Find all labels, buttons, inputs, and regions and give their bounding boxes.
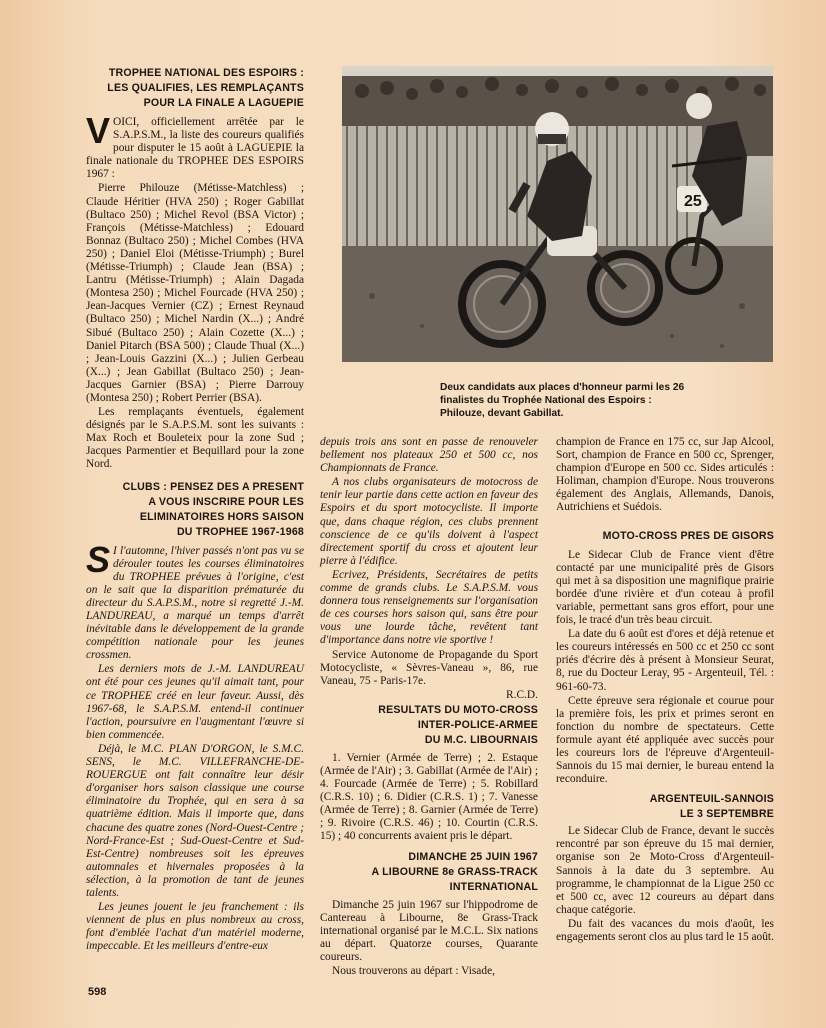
section-resultats — [320, 703, 538, 844]
paragraph — [86, 110, 304, 181]
section-trophee-qualifies — [86, 66, 304, 472]
paragraph: champion de France en 175 cc, sur Jap Alcool, Sort, champion de France en 500 cc, Sprenger, champion d'Europe en 500 cc. Sides articulés : Holiman, champion d'Europe. Nous trouverons également des Anglais, Allemands, Danois, Autrichiens et Suédois. — [556, 436, 774, 514]
paragraph: Déjà, le M.C. PLAN D'ORGON, le S.M.C. SENS, le M.C. VILLEFRANCHE-DE-ROUERGUE ont fait connaître leur désir d'organiser hors saison classique une course éliminatoire du Trophée, qui en sera à sa quatrième édition. Mais il importe que, dans chacune des quatre zones (Nord-Ouest-Centre ; Nord-France-Est ; Sud-Ouest-Centre et Sud-Est-Centre) nombreuses soit les épreuves automnales et hivernales proposées à la sélection, à la promotion de tant de jeunes talents. — [86, 742, 304, 899]
paragraph: Pierre Philouze (Métisse-Matchless) ; Claude Héritier (HVA 250) ; Roger Gabillat (Bultaco 250) ; Michel Revol (BSA Victor) ; François (Métisse-Matchless) ; Edouard Bonnaz (Bultaco 250) ; Michel Combes (HVA 250) ; Daniel Eloi (Métisse-Triumph) ; Burel (Métisse-Triumph) ; Claude Jean (BSA) ; Lantru (Métisse-Triumph) ; Alain Dagada (Montesa 250) ; Michel Fourcade (HVA 250) ; Jean-Jacques Vernier (CZ) ; Ernest Reynaud (Bultaco 250) ; Michel Nardin (X...) ; André Sibué (Bultaco 250) ; Alain Cozette (X...) ; Daniel Pitarch (BSA 500) ; Claude Thual (X...) ; Jean-Louis Gazzini (X...) ; Julien Gerbeau (X...) ; Jean Gabillat (Bultaco 250) ; Jean-Jacques Garnier (BSA) ; Pierre Darrouy (Montesa 250) ; Robert Perrier (BSA). — [86, 182, 304, 404]
paragraph-text: I l'automne, l'hiver passés n'ont pas vu se dérouler toutes les courses éliminatoires du TROPHEE prévues à l'origine, c'est on le sait que la disparition prématurée du directeur du S.A.P.S.M., notre si regretté J.-M. LANDUREAU, a marqué un temps d'arrêt inévitable dans le développement de la grande compétition nationale pour les jeunes crossmen. — [86, 544, 304, 662]
headline-line: LES QUALIFIES, LES REMPLAÇANTS — [107, 82, 304, 94]
headline-line: A VOUS INSCRIRE POUR LES — [148, 495, 304, 508]
paragraph: Dimanche 25 juin 1967 sur l'hippodrome de Cantereau à Libourne, 8e Grass-Track international organisé par le M.C.L. Six nations au départ. Quatorze courses, Quarante coureurs. — [320, 898, 538, 963]
motocross-photo — [342, 66, 773, 362]
headline-line: RESULTATS DU MOTO-CROSS — [378, 703, 538, 716]
headline-line: CLUBS : PENSEZ DES A PRESENT — [122, 480, 304, 493]
paragraph: depuis trois ans sont en passe de renouveler bellement nos plateaux 250 et 500 cc, nos Championnats de France. — [320, 436, 538, 475]
paragraph — [86, 538, 304, 663]
paragraph: 1. Vernier (Armée de Terre) ; 2. Estaque (Armée de l'Air) ; 3. Gabillat (Armée de l'Air) ; 4. Fourcade (Armée de Terre) ; 5. Robillard (C.R.S. 10) ; 6. Didier (C.R.S. 1) ; 7. Vanesse (Armée de Terre) ; 8. Garnier (Armée de Terre) ; 9. Rivoire (C.R.S. 46) ; 10. Courtin (C.R.S. 15) ; 40 concurrents avaient pris le départ. — [320, 751, 538, 843]
headline-line: DIMANCHE 25 JUIN 1967 — [408, 850, 538, 863]
page-number: 598 — [88, 986, 107, 998]
middle-column — [320, 436, 538, 979]
headline-line: MOTO-CROSS PRES DE GISORS — [602, 529, 774, 542]
paragraph-text: OICI, officiellement arrêtée par le S.A.P.S.M., la liste des coureurs qualifiés pour disputer le 15 août à LAGUEPIE la finale nationale du TROPHEE DES ESPOIRS 1967 : — [86, 116, 304, 181]
paragraph: Les derniers mots de J.-M. LANDUREAU ont été pour ces jeunes qu'il aimait tant, pour ce TROPHEE créé en leur faveur. Aussi, dès 1967-68, le S.A.P.S.M. entend-il continuer l'action, poursuivre en l'augmentant l'œuvre si bien commencée. — [86, 663, 304, 741]
headline-line: TROPHEE NATIONAL DES ESPOIRS : — [108, 67, 304, 79]
drop-cap: S — [86, 538, 111, 580]
section-clubs — [86, 480, 304, 954]
photo-caption: Deux candidats aux places d'honneur parmi les 26 finalistes du Trophée National des Espoirs : Philouze, devant Gabillat. — [440, 382, 685, 420]
paragraph: Du fait des vacances du mois d'août, les engagements seront clos au plus tard le 15 août. — [556, 917, 774, 943]
headline-line: DU M.C. LIBOURNAIS — [424, 733, 538, 746]
paragraph: Nous trouverons au départ : Visade, — [332, 965, 495, 977]
paragraph: Les remplaçants éventuels, également désignés par le S.A.P.S.M. sont les suivants : Max Roch et Bouleteix pour la zone Sud ; Jacques Parmentier et Bequillard pour la zone Nord. — [86, 406, 304, 471]
number-plate-text: 25 — [684, 193, 702, 210]
headline-line: POUR LA FINALE A LAGUEPIE — [143, 97, 304, 109]
headline-line: A LIBOURNE 8e GRASS-TRACK — [371, 865, 538, 878]
paragraph: A nos clubs organisateurs de motocross de tenir leur partie dans cette action en faveur des Espoirs et du sport motocycliste. Il importe que, dans chaque région, ces clubs prennent conscience de ce qu'ils doivent à l'aspect directement sportif du cross et ajoutent leur pierre à l'édifice. — [320, 476, 538, 567]
paragraph: Le Sidecar Club de France, devant le succès rencontré par son épreuve du 15 mai dernier, organise son 2e Moto-Cross d'Argenteuil-Sannois à la date du 3 septembre. Au programme, le championnat de la Ligue 250 cc et 500 cc, avec 12 coureurs au départ dans chaque catégorie. — [556, 825, 774, 916]
section-libourne — [320, 850, 538, 979]
motocross-photo-illustration — [342, 66, 773, 362]
paragraph: Ecrivez, Présidents, Secrétaires de petits comme de grands clubs. Le S.A.P.S.M. vous donnera tous renseignements sur l'organisation de ces courses hors saison qui, sans être pour vous une lourde tâche, revêtent tant d'importance dans notre vie sportive ! — [320, 568, 538, 647]
right-column — [556, 436, 774, 945]
left-column — [86, 66, 304, 954]
drop-cap: V — [86, 110, 111, 151]
paragraph: Les jeunes jouent le jeu franchement : ils viennent de plus en plus nombreux au cross, font d'emblée l'achat d'un matériel moderne, impeccable. Et les meilleurs d'entre-eux — [86, 901, 304, 953]
paragraph: Cette épreuve sera régionale et courue pour la première fois, les prix et primes seront en fonction du nombre de spectateurs. Cette formule ayant été appliquée avec succès pour les coureurs lors de l'épreuve d'Argenteuil-Sannois du 15 mai dernier, le bureau entend la reconduire. — [556, 694, 774, 786]
headline-line: DU TROPHEE 1967-1968 — [176, 525, 304, 538]
paragraph: Le Sidecar Club de France vient d'être contacté par une municipalité près de Gisors qui met à sa disposition une magnifique prairie bordée d'une rivière et d'un coteau à profil variable, permettant sans gros effort, pour une fois, le tracé d'un très beau circuit. — [556, 548, 774, 627]
section-argenteuil — [556, 792, 774, 944]
headline-line: ARGENTEUIL-SANNOIS — [649, 793, 774, 806]
paragraph: Service Autonome de Propagande du Sport Motocycliste, « Sèvres-Vaneau », 86, rue Vaneau, 75 - Paris-17e. — [320, 648, 538, 687]
headline-line: ELIMINATOIRES HORS SAISON — [139, 510, 304, 523]
headline-line: INTER-POLICE-ARMEE — [417, 718, 538, 731]
headline-line: INTERNATIONAL — [449, 880, 538, 893]
signature: R.C.D. — [506, 688, 538, 701]
section-gisors — [556, 529, 774, 787]
headline-line: LE 3 SEPTEMBRE — [679, 808, 774, 821]
paragraph: La date du 6 août est d'ores et déjà retenue et les coureurs intéressés en 500 cc et 250 cc sont priés d'écrire dès à présent à Monsieur Seurat, 8, rue du Docteur Leray, 95 - Argenteuil, Tél. : 961-60-73. — [556, 628, 774, 693]
